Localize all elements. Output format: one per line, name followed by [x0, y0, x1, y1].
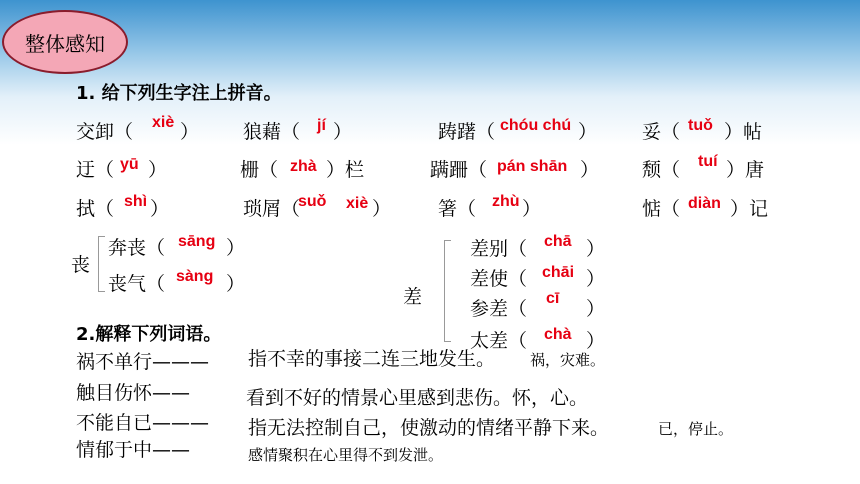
pinyin-answer: zhù	[492, 193, 520, 210]
paren-close: ）	[180, 121, 200, 143]
term-chumushanghuai: 触目伤怀——	[76, 382, 191, 404]
paren-close: ）	[586, 330, 606, 352]
word-zhalan: 栅（	[240, 159, 279, 181]
paren-close: ）	[148, 159, 168, 181]
word-dianji: 惦（	[642, 198, 681, 220]
word-langji: 狼藉（	[243, 121, 301, 143]
pinyin-answer: chà	[544, 326, 572, 343]
pinyin-answer: xiè	[346, 195, 369, 212]
definition-note: 已，停止。	[658, 420, 734, 438]
paren-close: ）帖	[724, 121, 763, 143]
paren-close: ）	[586, 268, 606, 290]
word-bensang: 奔丧（	[108, 237, 166, 259]
pinyin-answer: yū	[120, 156, 139, 173]
word-sangqi: 丧气（	[108, 273, 166, 295]
word-cenci: 参差（	[470, 298, 528, 320]
word-suoxie: 琐屑（	[243, 198, 301, 220]
section-badge	[2, 10, 128, 74]
paren-close: ）	[333, 121, 353, 143]
pinyin-answer: suǒ	[298, 193, 327, 210]
word-chaishi: 差使（	[470, 268, 528, 290]
paren-close: ）	[586, 298, 606, 320]
paren-close: ）	[522, 198, 542, 220]
definition-main: 看到不好的情景心里感到悲伤。怀，心。	[246, 387, 589, 409]
paren-close: ）记	[730, 198, 769, 220]
paren-close: ）	[586, 238, 606, 260]
pinyin-answer: sāng	[178, 233, 216, 250]
brace-cha	[444, 240, 451, 342]
term-qingyuyuzhong: 情郁于中——	[76, 439, 191, 461]
paren-close: ）	[226, 273, 246, 295]
paren-close: ）	[226, 237, 246, 259]
polyphone-cha: 差	[403, 286, 423, 308]
pinyin-answer: tuí	[698, 153, 718, 170]
paren-close: ）唐	[726, 159, 765, 181]
word-chouchu: 踌躇（	[438, 121, 496, 143]
word-chabie: 差别（	[470, 238, 528, 260]
paren-close: ）栏	[326, 159, 365, 181]
pinyin-answer: shì	[124, 193, 148, 210]
term-bunengziyi: 不能自已———	[76, 412, 210, 434]
definition-main: 指不幸的事接二连三地发生。	[248, 348, 496, 370]
definition-note: 祸，灾难。	[530, 351, 606, 369]
paren-close: ）	[578, 121, 598, 143]
paren-close: ）	[580, 159, 600, 181]
pinyin-answer: tuǒ	[688, 117, 713, 134]
question-1-heading: 1. 给下列生字注上拼音。	[76, 83, 282, 104]
word-tuitang: 颓（	[642, 159, 681, 181]
pinyin-answer: pán shān	[497, 158, 568, 175]
word-zhu: 箸（	[438, 198, 477, 220]
paren-close: ）	[150, 198, 170, 220]
word-yu: 迂（	[76, 159, 115, 181]
word-shi: 拭（	[76, 198, 115, 220]
word-tuotie: 妥（	[642, 121, 681, 143]
definition-note: 感情聚积在心里得不到发泄。	[248, 446, 444, 464]
pinyin-answer: xiè	[152, 114, 175, 131]
word-jiaoxie: 交卸（	[76, 121, 134, 143]
question-2-heading: 2.解释下列词语。	[76, 324, 222, 345]
pinyin-answer: sàng	[176, 268, 214, 285]
polyphone-sang: 丧	[71, 254, 91, 276]
definition-main: 指无法控制自己，使激动的情绪平静下来。	[248, 417, 610, 439]
word-taicha: 太差（	[470, 330, 528, 352]
word-panshan: 蹒跚（	[430, 159, 488, 181]
pinyin-answer: chāi	[542, 264, 575, 281]
pinyin-answer: chóu chú	[500, 117, 572, 134]
pinyin-answer: zhà	[290, 158, 317, 175]
term-huobudanxing: 祸不单行———	[76, 351, 210, 373]
pinyin-answer: diàn	[688, 195, 721, 212]
pinyin-answer: cī	[546, 290, 560, 307]
brace-sang	[98, 236, 105, 292]
paren-close: ）	[372, 198, 392, 220]
pinyin-answer: jí	[317, 117, 326, 134]
pinyin-answer: chā	[544, 233, 572, 250]
section-badge-text: 整体感知	[25, 31, 105, 56]
